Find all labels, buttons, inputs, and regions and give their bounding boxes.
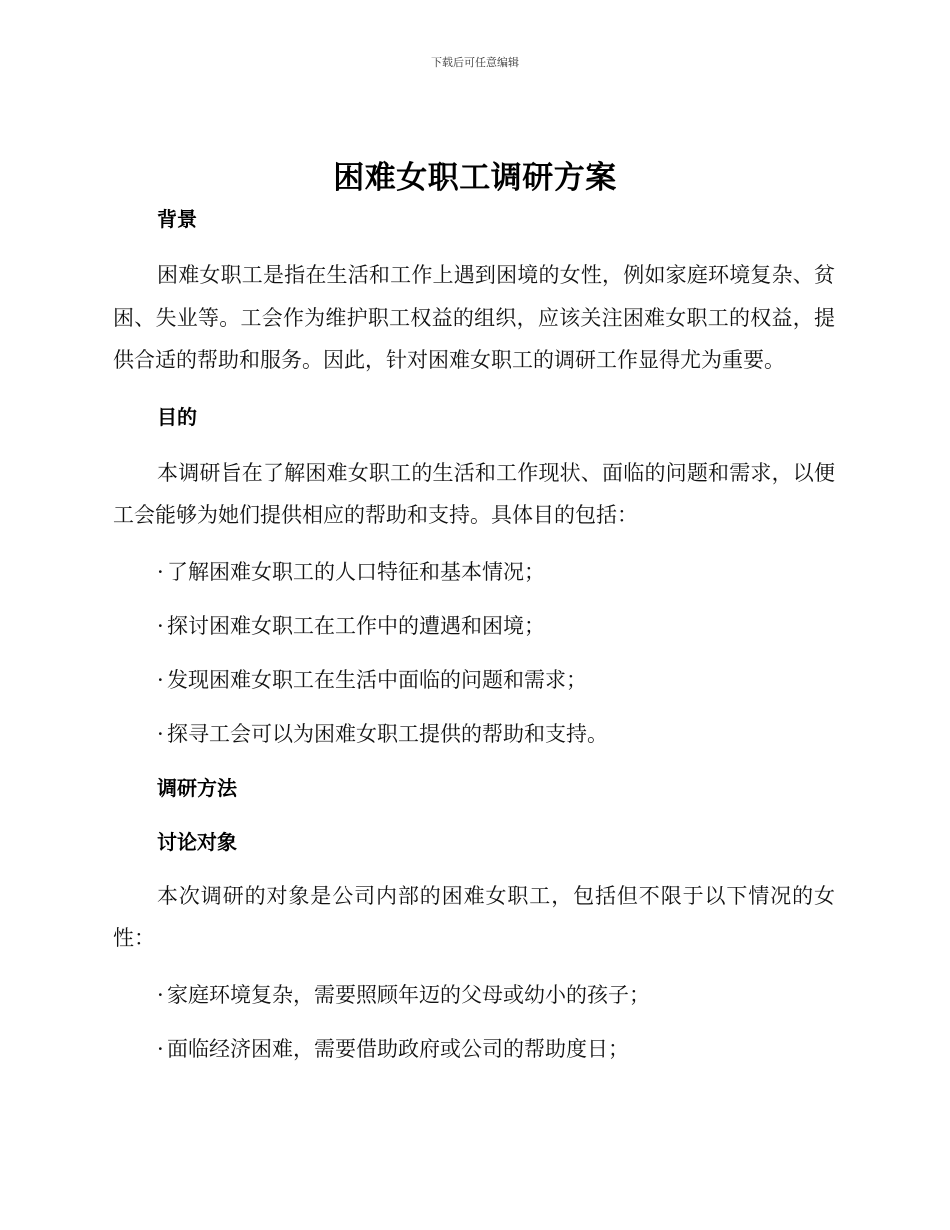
list-item xyxy=(113,1028,835,1070)
list-item xyxy=(113,659,835,701)
bullet-dot: · xyxy=(157,982,164,1007)
list-item-text: 发现困难女职工在生活中面临的问题和需求； xyxy=(167,667,587,692)
list-item-text: 家庭环境复杂，需要照顾年迈的父母或幼小的孩子； xyxy=(167,982,650,1007)
bullet-dot: · xyxy=(157,559,164,584)
document-title: 困难女职工调研方案 xyxy=(333,160,617,196)
document-body xyxy=(113,198,835,1082)
heading-method: 调研方法 xyxy=(157,775,237,800)
list-item xyxy=(113,713,835,755)
bullet-dot: · xyxy=(157,613,164,638)
list-item xyxy=(113,605,835,647)
list-item-text: 探寻工会可以为困难女职工提供的帮助和支持。 xyxy=(167,721,608,746)
list-item-text: 面临经济困难，需要借助政府或公司的帮助度日； xyxy=(167,1036,629,1061)
header-note: 下载后可任意编辑 xyxy=(431,56,519,69)
heading-background: 背景 xyxy=(157,207,197,231)
bullet-dot: · xyxy=(157,667,164,692)
list-item xyxy=(113,974,835,1016)
paragraph-background: 困难女职工是指在生活和工作上遇到困境的女性，例如家庭环境复杂、贫困、失业等。工会作为维护职工权益的组织，应该关注困难女职工的权益，提供合适的帮助和服务。因此，针对困难女职工的调研工作显得尤为重要。 xyxy=(113,263,835,372)
list-item xyxy=(113,551,835,593)
bullet-dot: · xyxy=(157,721,164,746)
list-item-text: 了解困难女职工的人口特征和基本情况； xyxy=(167,559,545,584)
paragraph-purpose: 本调研旨在了解困难女职工的生活和工作现状、面临的问题和需求，以便工会能够为她们提供相应的帮助和支持。具体目的包括： xyxy=(113,460,835,527)
heading-purpose: 目的 xyxy=(157,404,197,429)
paragraph-subjects: 本次调研的对象是公司内部的困难女职工，包括但不限于以下情况的女性： xyxy=(113,883,835,950)
list-item-text: 探讨困难女职工在工作中的遭遇和困境； xyxy=(167,613,545,638)
heading-subjects: 讨论对象 xyxy=(157,829,237,854)
bullet-dot: · xyxy=(157,1036,164,1061)
